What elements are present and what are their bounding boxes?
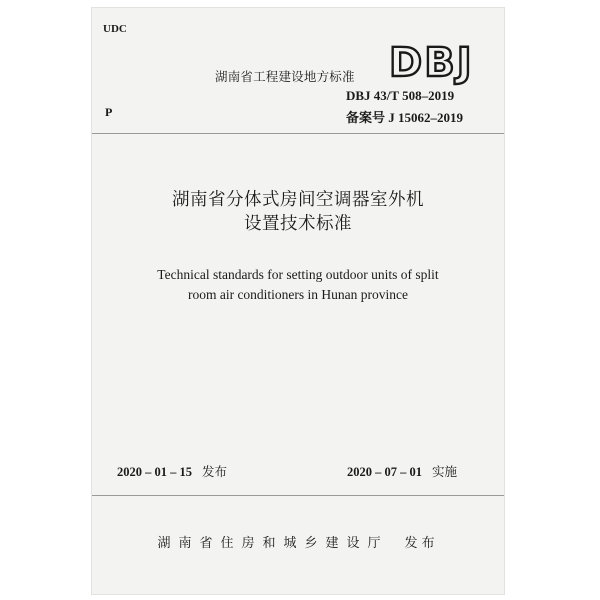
title-english-line1: Technical standards for setting outdoor units of split (157, 267, 439, 282)
title-chinese-line2: 设置技术标准 (244, 214, 352, 234)
top-divider (92, 133, 504, 134)
standard-cover (92, 8, 504, 594)
title-english-line2: room air conditioners in Hunan province (187, 287, 409, 302)
issue-date-block (117, 462, 227, 480)
record-number: 备案号 J 15062–2019 (346, 110, 464, 125)
classification-code: P (105, 105, 113, 119)
standard-number: DBJ 43/T 508–2019 (346, 88, 455, 103)
implement-label: 实施 (432, 464, 458, 479)
implement-date: 2020 – 07 – 01 (347, 465, 422, 479)
dbj-logo: DBJ (389, 40, 474, 86)
bottom-divider (92, 495, 504, 496)
series-name: 湖南省工程建设地方标准 (215, 69, 355, 84)
publisher-org: 湖南省住房和城乡建设厅 (157, 536, 389, 551)
title-chinese-line1: 湖南省分体式房间空调器室外机 (172, 190, 424, 210)
issue-date: 2020 – 01 – 15 (117, 465, 192, 479)
publisher-action: 发布 (404, 536, 439, 551)
issue-label: 发布 (202, 464, 228, 479)
udc-label: UDC (103, 23, 127, 35)
implement-date-block (347, 462, 457, 480)
publisher-line (92, 532, 504, 551)
title-english (92, 265, 504, 305)
title-chinese (92, 188, 504, 236)
